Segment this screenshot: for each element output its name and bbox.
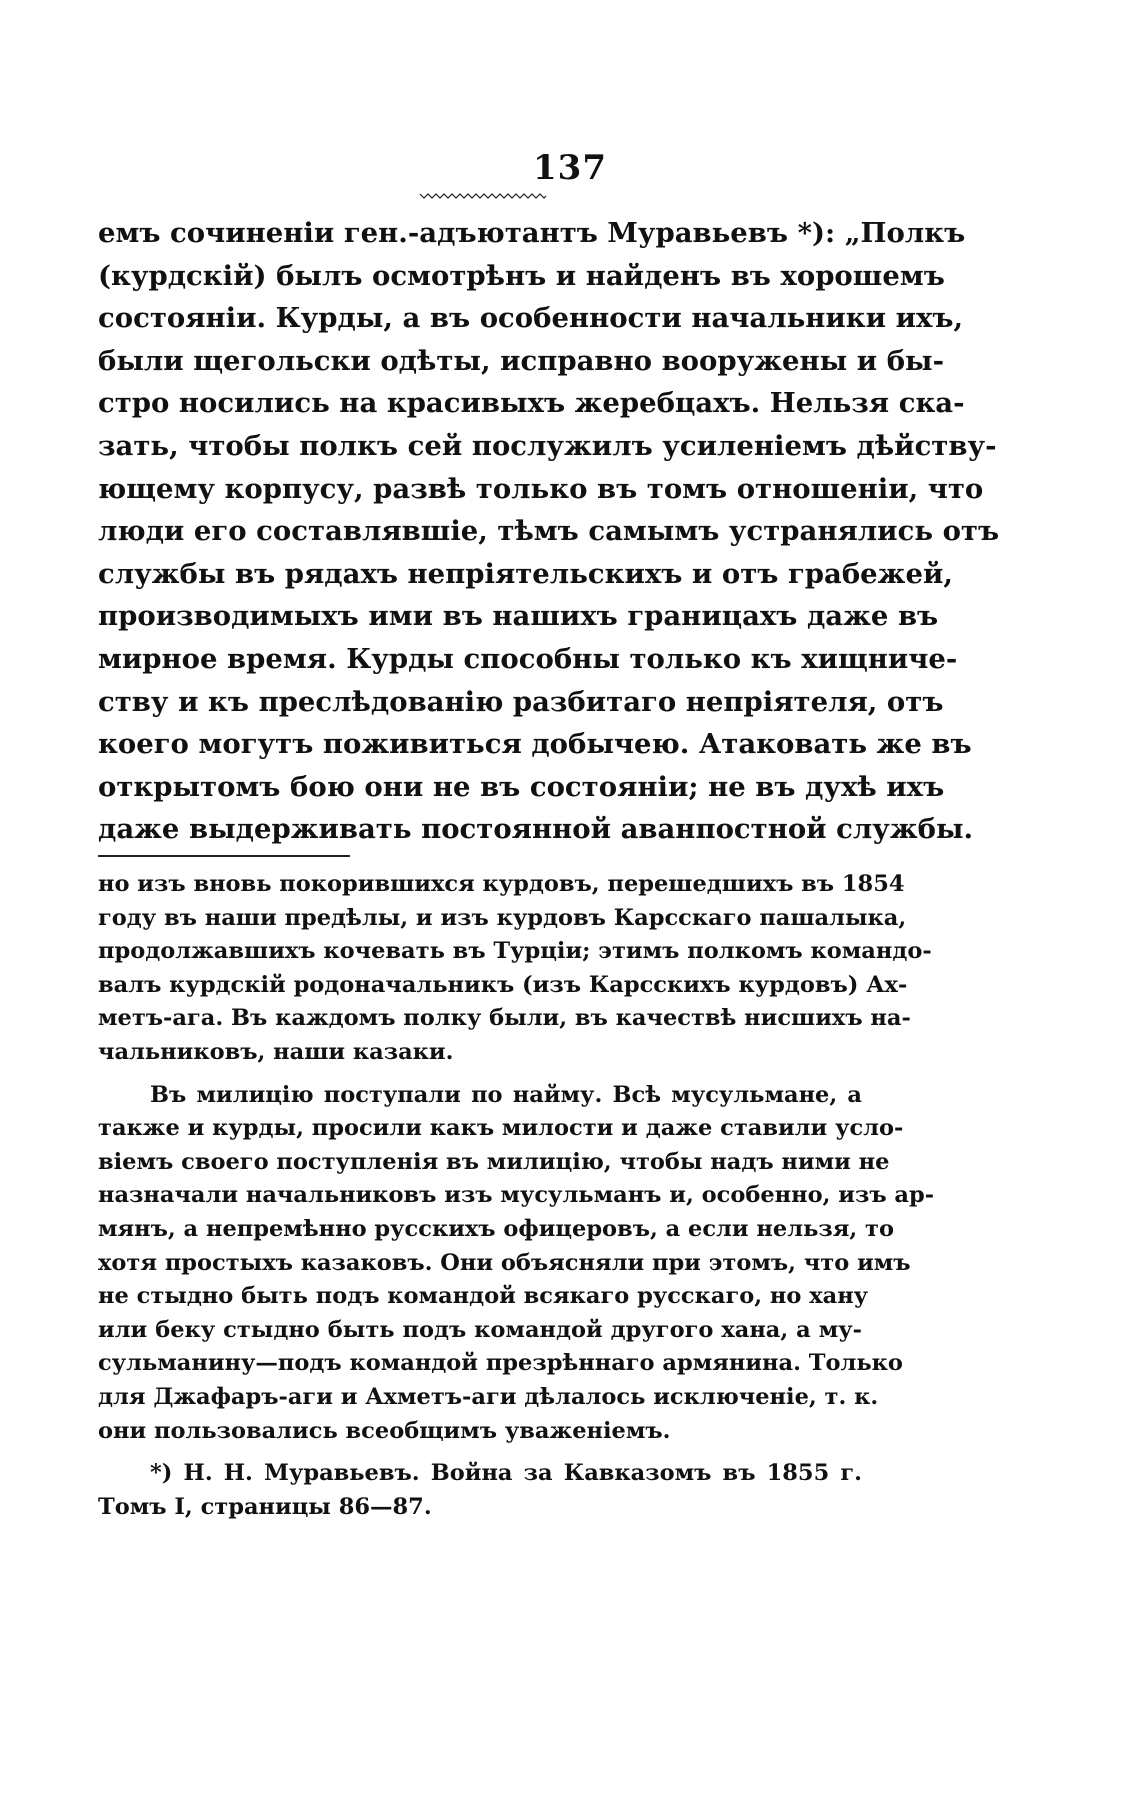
continued-note xyxy=(98,868,932,1070)
main-line: службы въ рядахъ непріятельскихъ и отъ грабежей, xyxy=(98,557,953,590)
footnote-separator xyxy=(98,855,350,857)
footnote-line: *) Н. Н. Муравьевъ. Война за Кавказомъ въ 1855 г. xyxy=(150,1460,862,1487)
main-line: были щегольски одѣты, исправно вооружены и бы- xyxy=(98,344,945,377)
note-line: но изъ вновь покорившихся курдовъ, перешедшихъ въ 1854 xyxy=(98,871,905,897)
note-line: также и курды, просили какъ милости и даже ставили усло- xyxy=(98,1115,904,1142)
note-line: чальниковъ, наши казаки. xyxy=(98,1038,454,1065)
main-line: мирное время. Курды способны только къ хищниче- xyxy=(98,642,958,675)
note-line: не стыдно быть подъ командой всякаго русскаго, но хану xyxy=(98,1283,869,1310)
note-line: назначали начальниковъ изъ мусульманъ и, особенно, изъ ар- xyxy=(98,1182,935,1209)
note-line: віемъ своего поступленія въ милицію, чтобы надъ ними не xyxy=(98,1148,890,1175)
main-line: ющему корпусу, развѣ только въ томъ отношеніи, что xyxy=(98,472,984,505)
main-line: (курдскій) былъ осмотрѣнъ и найденъ въ хорошемъ xyxy=(98,259,945,292)
note-line: метъ-ага. Въ каждомъ полку были, въ качествѣ нисшихъ на- xyxy=(98,1005,911,1032)
footnote-line: Томъ I, страницы 86—87. xyxy=(98,1493,432,1520)
note-line: Въ милицію поступали по найму. Всѣ мусульмане, а xyxy=(150,1081,862,1108)
page-number: 137 xyxy=(533,148,607,188)
note-line: продолжавшихъ кочевать въ Турціи; этимъ полкомъ командо- xyxy=(98,938,932,965)
main-line: производимыхъ ими въ нашихъ границахъ даже въ xyxy=(98,600,939,633)
main-line: зать, чтобы полкъ сей послужилъ усиленіемъ дѣйству- xyxy=(98,429,997,462)
note-line: или беку стыдно быть подъ командой другого хана, а му- xyxy=(98,1316,862,1343)
main-line: люди его составлявшіе, тѣмъ самымъ устранялись отъ xyxy=(98,515,1000,548)
note-line: валъ курдскій родоначальникъ (изъ Карсскихъ курдовъ) Ах- xyxy=(98,971,908,998)
main-line: стро носились на красивыхъ жеребцахъ. Нельзя ска- xyxy=(98,387,965,420)
main-line: состояніи. Курды, а въ особенности начальники ихъ, xyxy=(98,302,964,335)
main-line: коего могутъ поживиться добычею. Атаковать же въ xyxy=(98,728,972,761)
note-line: они пользовались всеобщимъ уваженіемъ. xyxy=(98,1417,671,1444)
main-line: даже выдерживать постоянной аванпостной службы. xyxy=(98,813,974,846)
note-line: для Джафаръ-аги и Ахметъ-аги дѣлалось исключеніе, т. к. xyxy=(98,1383,879,1410)
main-line: ству и къ преслѣдованію разбитаго непріятеля, отъ xyxy=(98,685,944,718)
main-paragraph xyxy=(98,212,1000,851)
main-line: емъ сочиненіи ген.-адъютантъ Муравьевъ *): „Полкъ xyxy=(98,217,966,249)
note-line: году въ наши предѣлы, и изъ курдовъ Карсскаго пашалыка, xyxy=(98,904,907,931)
notes-section xyxy=(98,868,935,1524)
main-line: открытомъ бою они не въ состояніи; не въ духѣ ихъ xyxy=(98,770,945,803)
note-line: мянъ, а непремѣнно русскихъ офицеровъ, а если нельзя, то xyxy=(98,1215,894,1242)
note-line: сульманину—подъ командой презрѣннаго армянина. Только xyxy=(98,1350,903,1377)
footnote xyxy=(98,1457,862,1524)
page-number-ornament xyxy=(420,193,546,199)
note-line: хотя простыхъ казаковъ. Они объясняли при этомъ, что имъ xyxy=(98,1249,911,1276)
militia-note xyxy=(98,1079,935,1449)
